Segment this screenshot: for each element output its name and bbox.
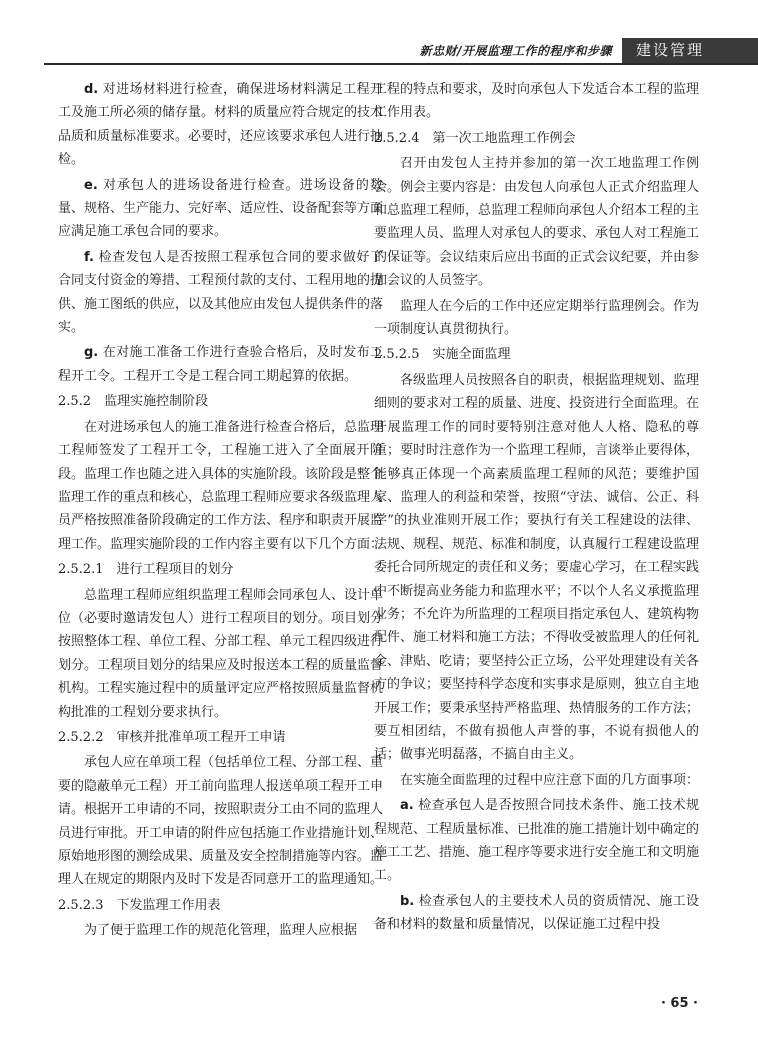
list-item-label: d. bbox=[84, 82, 99, 97]
body-paragraph: 在实施全面监理的过程中应注意下面的几方面事项： bbox=[400, 772, 700, 788]
body-paragraph: 监理人在今后的工作中还应定期举行监理例会。作为一项制度认真贯彻执行。 bbox=[374, 298, 700, 338]
running-header bbox=[0, 38, 758, 64]
page-number: · 65 · bbox=[660, 996, 698, 1011]
list-item-text: 对承包人的进场设备进行检查。进场设备的数量、规格、生产能力、完好率、适应性、设备配套等方面应满足施工承包合同的要求。 bbox=[58, 177, 384, 240]
list-item-label: f. bbox=[84, 249, 94, 265]
list-item-label: b. bbox=[400, 893, 415, 909]
body-paragraph: 承包人应在单项工程（包括单位工程、分部工程、重要的隐蔽单元工程）开工前向监理人报送单项工程开工申请。根据开工申请的不同，按照职责分工由不同的监理人员进行审批。开工申请的附件应包括施工作业措施计划、原始地形图的测绘成果、质量及安全控制措施等内容。监理人在规定的期限内及时下发是否同意开工的监理通知。 bbox=[58, 755, 384, 888]
list-item-label: a. bbox=[400, 798, 414, 814]
body-paragraph: 召开由发包人主持并参加的第一次工地监理工作例会。例会主要内容是：由发包人向承包人正式介绍监理人和总监理工程师，总监理工程师向承包人介绍本工程的主要监理人员、监理人对承包人的要求、承包人对工程施工的保证等。会议结束后应出书面的正式会议纪要，并由参加会议的人员签字。 bbox=[374, 156, 700, 289]
body-paragraph: 在对进场承包人的施工准备进行检查合格后，总监理工程师签发了工程开工令，工程施工进入了全面展开阶段。监理工作也随之进入具体的实施阶段。该阶段是整个监理工作的重点和核心，总监理工程师应要求各级监理人员严格按照准备阶段确定的工作方法、程序和职责开展监理工作。监理实施阶段的工作内容主要有以下几个方面： bbox=[58, 419, 384, 552]
list-item-text: 检查承包人的主要技术人员的资质情况、施工设备和材料的数量和质量情况，以保证施工过程中投 bbox=[374, 893, 699, 933]
list-item-text: 检查承包人是否按照合同技术条件、施工技术规程规范、工程质量标准、已批准的施工措施计划中确定的施工工艺、措施、施工程序等要求进行安全施工和文明施工。 bbox=[374, 798, 700, 884]
list-item bbox=[58, 78, 383, 172]
section-heading: 2.5.2 监理实施控制阶段 bbox=[58, 394, 209, 410]
list-item bbox=[58, 246, 383, 340]
list-item-text: 对进场材料进行检查，确保进场材料满足工程开工及施工所必须的储存量。材料的质量应符合规定的技术品质和质量标准要求。必要时，还应该要求承包人进行抽检。 bbox=[58, 82, 384, 168]
continued-paragraph: 工程的特点和要求，及时向承包人下发适合本工程的监理工作用表。 bbox=[374, 82, 700, 121]
section-heading: 2.5.2.2 审核并批准单项工程开工申请 bbox=[58, 729, 286, 745]
list-item bbox=[374, 890, 699, 937]
header-rule bbox=[44, 63, 758, 65]
list-item-text: 检查发包人是否按照工程承包合同的要求做好了合同支付资金的筹措、工程预付款的支付、工程用地的提供、施工图纸的供应，以及其他应由发包人提供条件的落实。 bbox=[58, 249, 384, 336]
list-item-text: 在对施工准备工作进行查验合格后，及时发布工程开工令。工程开工令是工程合同工期起算的依据。 bbox=[58, 345, 383, 384]
list-item-label: e. bbox=[84, 177, 98, 193]
body-paragraph: 各级监理人员按照各自的职责，根据监理规划、监理细则的要求对工程的质量、进度、投资进行全面监理。在开展监理工作的同时要特别注意对他人人格、隐私的尊重；要时时注意作为一个监理工程师，言谈举止要得体，能够真正体现一个高素质监理工程师的风范；要维护国家、监理人的利益和荣誉，按照“守法、诚信、公正、科学”的执业准则开展工作；要执行有关工程建设的法律、法规、规程、规范、标准和制度，认真履行工程建设监理委托合同所规定的责任和义务；要虚心学习，在工程实践中不断提高业务能力和监理水平；不以个人名义承揽监理业务；不允许为所监理的工程项目指定承包人、建筑构物配件、施工材料和施工方法；不得收受被监理人的任何礼金、津贴、吃请；要坚持公正立场，公平处理建设有关各方的争议；要坚持科学态度和实事求是原则，独立自主地开展工作；要秉承坚持严格监理、热情服务的工作方法；要互相团结，不做有损他人声誉的事，不说有损他人的话；做事光明磊落，不搞自由主义。 bbox=[374, 372, 700, 763]
section-tag: 建设管理 bbox=[622, 38, 758, 63]
body-paragraph: 为了便于监理工作的规范化管理，监理人应根据 bbox=[84, 923, 358, 939]
list-item bbox=[58, 174, 383, 244]
body-paragraph: 总监理工程师应组织监理工程师会同承包人、设计单位（必要时邀请发包人）进行工程项目的划分。项目划分按照整体工程、单位工程、分部工程、单元工程四级进行划分。工程项目划分的结果应及时报送本工程的质量监督机构。工程实施过程中的质量评定应严格按照质量监督机构批准的工程划分要求执行。 bbox=[58, 587, 384, 720]
section-heading: 2.5.2.1 进行工程项目的划分 bbox=[58, 562, 234, 578]
list-item-label: g. bbox=[84, 345, 99, 361]
list-item bbox=[58, 341, 383, 388]
right-column bbox=[374, 78, 699, 939]
section-heading: 2.5.2.5 实施全面监理 bbox=[374, 347, 511, 363]
list-item bbox=[374, 794, 699, 888]
section-heading: 2.5.2.4 第一次工地监理工作例会 bbox=[374, 130, 576, 146]
section-heading: 2.5.2.3 下发监理工作用表 bbox=[58, 897, 221, 913]
left-column bbox=[58, 78, 383, 945]
running-title: 新忠财/开展监理工作的程序和步骤 bbox=[419, 44, 612, 58]
